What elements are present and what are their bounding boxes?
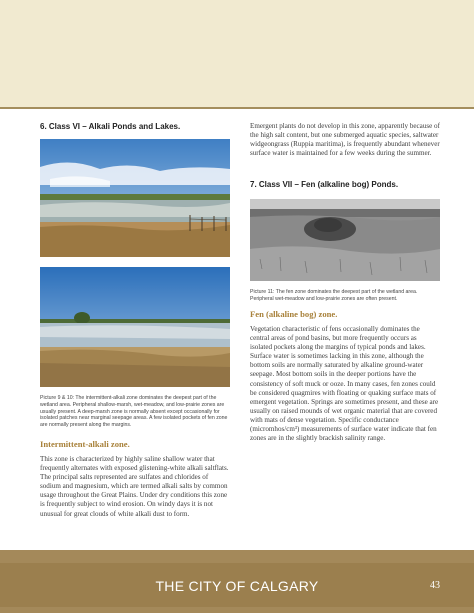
page-number: 43 [430,580,440,591]
intermittent-alkali-subheading: Intermittent-alkali zone. [40,438,130,449]
section-6-caption: Picture 9 & 10: The intermittent-alkali zone dominates the deepest part of the wetland area. Peripheral shallow-marsh, wet-meadow, and low-prairie zones are usually present. A deep-marsh zone is normally absent except occasionally for isolated patches near marginal seepage areas. A few isolated pockets of fen zone are normally present along the margins. [40,395,228,429]
section-7-caption: Picture 11: The fen zone dominates the deepest part of the wetland area. Peripheral wet-meadow and low-prairie zones are often present. [250,289,418,303]
left-column [40,122,230,519]
fen-pond-image [250,199,440,281]
section-6-heading: 6. Class VI – Alkali Ponds and Lakes. [40,122,181,131]
intermittent-alkali-paragraph: This zone is characterized by highly saline shallow water that frequently alternates with exposed glistening-white alkali saltflats. The principal salts represented are sulfates and chlorides of sodium and magnesium, which are termed alkali salts by common usage throughout the Great Plains. Under dry conditions this zone is frequently subject to wind erosion. On windy days it is not unusual for great clouds of white alkali dust to form. [40,454,229,518]
footer-band [0,550,474,613]
right-column [250,122,440,443]
header-band [0,0,474,107]
photo-alkali-lake-2 [40,267,230,387]
alkali-lake-2-image [40,267,230,387]
emergent-plants-paragraph: Emergent plants do not develop in this zone, apparently because of the high salt content, but one submerged aquatic species, saltwater widgeongrass (Ruppia maritima), is frequently abundant whenever surface water is maintained for a few weeks during the summer. [250,122,440,158]
section-7-heading: 7. Class VII – Fen (alkaline bog) Ponds. [250,180,399,190]
footer-title: THE CITY OF CALGARY [155,578,319,594]
alkali-lake-1-image [40,139,230,257]
photo-alkali-lake-1 [40,139,230,257]
fen-subheading: Fen (alkaline bog) zone. [250,308,338,319]
fen-paragraph: Vegetation characteristic of fens occasionally dominates the central areas of pond basins, but more frequently occurs as isolated pockets along the margins of typical ponds and lakes. Surface water is sometimes lacking in this zone, although the bottom soils are normally saturated by alkaline ground-water seepage. Most bottom soils in the deeper portions have the consistency of soft muck or ooze. In many cases, fen zones could be considered quagmires with floating or quaking surface mats of emergent vegetation. Springs are sometimes present, and these are usually on raised mounds of wet organic material that are covered with mats of dense vegetation. Specific conductance (micromhos/cm³) measurements of surface water indicate that fen zones are in the slightly brackish salinity range. [250,324,439,443]
header-rule [0,107,474,109]
photo-fen-pond [250,199,440,281]
